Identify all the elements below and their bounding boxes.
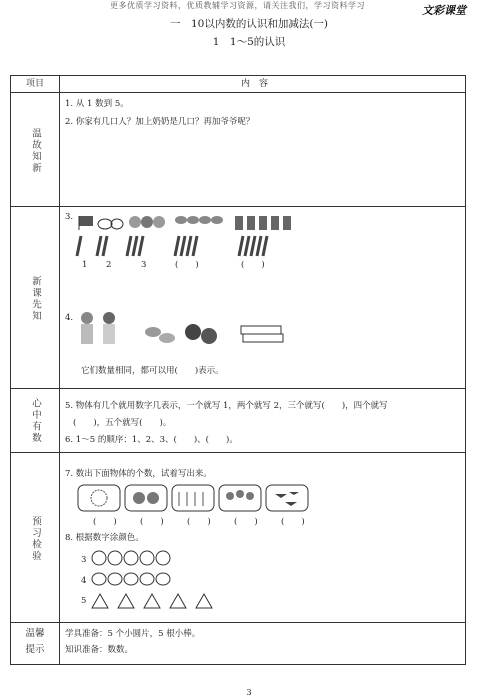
row-divider: [11, 206, 465, 207]
section-label-new-lesson: 新课先知: [30, 276, 41, 322]
chapter-title: 一 10以内数的认识和加减法(一): [169, 18, 329, 30]
page-number: 3: [246, 688, 252, 697]
question-1: 1. 从 1 数到 5。: [65, 99, 129, 109]
stick-icon: [77, 236, 267, 256]
section-label-understanding: 心中有数: [30, 398, 41, 444]
question-3-label: 3.: [65, 212, 74, 222]
answer-blank[interactable]: ( ): [187, 517, 211, 527]
mushroom-icon: [175, 216, 223, 224]
col-header-content: 内 容: [241, 79, 269, 89]
question-6: 6. 1～5 的顺序：1、2、3、( )、( )。: [65, 435, 238, 445]
color-row-number: 3: [81, 555, 87, 565]
header-strip: 更多优质学习资料，优质教辅学习资源，请关注我们，学习资料学习: [110, 1, 365, 10]
count-label: 1: [82, 260, 88, 270]
candy-icon: [145, 327, 175, 343]
lesson-title: 1 1～5的认识: [212, 36, 286, 48]
flag-icon: [79, 216, 93, 230]
column-divider: [59, 76, 60, 664]
section-label-review: 温故知新: [30, 128, 41, 174]
tree-icon: [235, 216, 291, 230]
balloon-icon: [92, 551, 170, 565]
count-blank[interactable]: ( ): [175, 260, 199, 270]
question-5-line2: ( )，五个就写( )。: [73, 418, 172, 428]
sheep-icon: [91, 490, 107, 506]
section-label-tips-2: 提示: [25, 644, 45, 655]
tree-icon: [133, 492, 159, 504]
question-5-line1: 5. 物体有几个就用数字几表示，一个就写 1，两个就写 2，三个就写( )，四个就写: [65, 401, 388, 411]
question-8: 8. 根据数字涂颜色。: [65, 533, 144, 543]
book-icon: [241, 326, 283, 342]
apple-icon: [185, 324, 217, 344]
count-blank[interactable]: ( ): [241, 260, 265, 270]
color-row-number: 5: [81, 596, 87, 606]
count-label: 2: [106, 260, 112, 270]
same-quantity-pictures: [75, 308, 295, 360]
answer-blank[interactable]: ( ): [93, 517, 117, 527]
triangle-icon: [92, 594, 212, 608]
answer-blank[interactable]: ( ): [281, 517, 305, 527]
bird-icon: [275, 492, 299, 506]
question-7: 7. 数出下面物体的个数，试着写出来。: [65, 469, 212, 479]
color-row-number: 4: [81, 576, 87, 586]
tip-knowledge: 知识准备：数数。: [65, 645, 134, 655]
children-icon: [81, 312, 115, 344]
tip-materials: 学具准备：5 个小圆片，5 根小棒。: [65, 629, 201, 639]
count-label: 3: [141, 260, 147, 270]
section-label-check: 预习检验: [30, 516, 41, 562]
question-4-label: 4.: [65, 313, 74, 323]
mushroom-icon: [226, 490, 254, 500]
brand-logo: 文彩课堂: [422, 4, 466, 17]
answer-blank[interactable]: ( ): [234, 517, 258, 527]
col-header-item: 项目: [25, 79, 44, 89]
row-divider: [11, 452, 465, 453]
row-divider: [11, 622, 465, 623]
apple-outline-icon: [92, 573, 170, 585]
row-divider: [11, 388, 465, 389]
question-4-text: 它们数量相同，都可以用( )表示。: [81, 366, 224, 376]
coloring-shapes[interactable]: [91, 546, 231, 612]
deer-icon: [179, 492, 203, 506]
child-face-icon: [129, 216, 165, 228]
section-label-tips-1: 温馨: [25, 628, 45, 639]
worksheet-table: [10, 75, 466, 665]
question-2: 2. 你家有几口人？加上奶奶是几口？再加爷爷呢？: [65, 117, 255, 127]
object-boxes: [77, 484, 317, 514]
row-divider: [11, 92, 465, 93]
duck-icon: [98, 219, 123, 229]
answer-blank[interactable]: ( ): [140, 517, 164, 527]
